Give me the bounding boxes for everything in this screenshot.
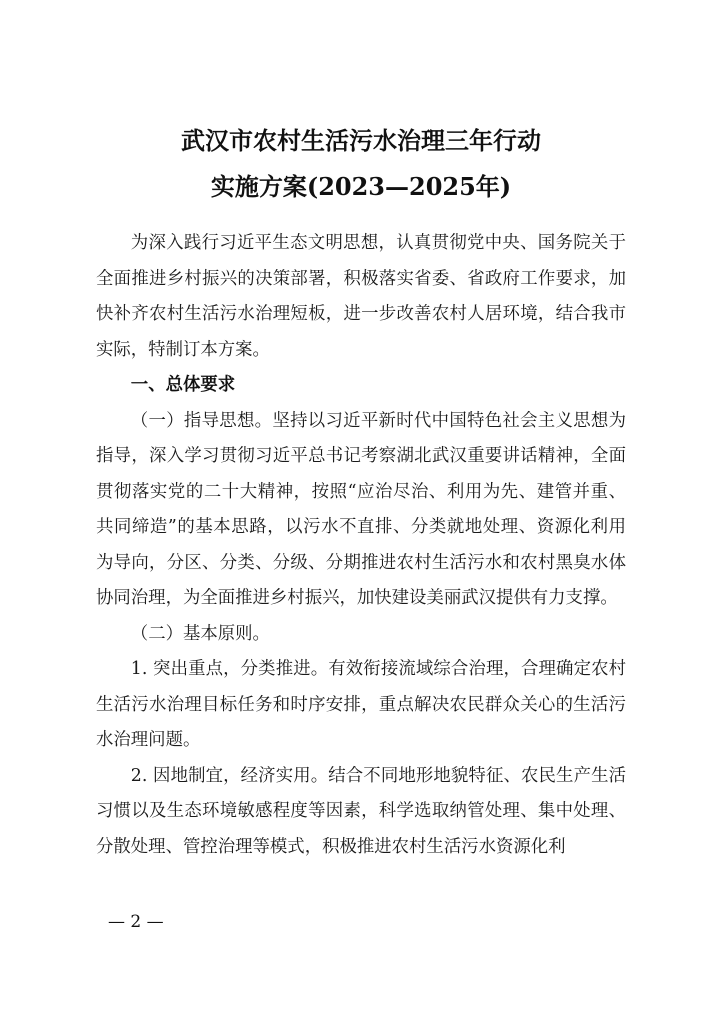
page-number: — 2 — xyxy=(108,912,164,932)
document-title-line2: 实施方案(2023—2025年) xyxy=(210,172,512,201)
body-paragraph: 2. 因地制宜，经济实用。结合不同地形地貌特征、农民生产生活习惯以及生态环境敏感程度等因素，科学选取纳管处理、集中处理、分散处理、管控治理等模式，积极推进农村生活污水资源化利 xyxy=(96,765,626,857)
body-paragraph: 1. 突出重点，分类推进。有效衔接流域综合治理，合理确定农村生活污水治理目标任务和时序安排，重点解决农民群众关心的生活污水治理问题。 xyxy=(96,659,626,750)
body-paragraph: （一）指导思想。坚持以习近平新时代中国特色社会主义思想为指导，深入学习贯彻习近平总书记考察湖北武汉重要讲话精神，全面贯彻落实党的二十大精神，按照“应治尽治、利用为先、建管并重、共同缔造”的基本思路，以污水不直排、分类就地处理、资源化利用为导向，分区、分类、分级、分期推进农村生活污水和农村黑臭水体协同治理，为全面推进乡村振兴，加快建设美丽武汉提供有力支撑。 xyxy=(96,410,626,608)
document-title-line1: 武汉市农村生活污水治理三年行动 xyxy=(181,126,541,155)
body-paragraph: （二）基本原则。 xyxy=(130,623,270,644)
document-body xyxy=(96,226,626,865)
section-heading: 一、总体要求 xyxy=(130,375,236,395)
body-paragraph: 为深入践行习近平生态文明思想，认真贯彻党中央、国务院关于全面推进乡村振兴的决策部署，积极落实省委、省政府工作要求，加快补齐农村生活污水治理短板，进一步改善农村人居环境，结合我市实际，特制订本方案。 xyxy=(96,233,626,360)
